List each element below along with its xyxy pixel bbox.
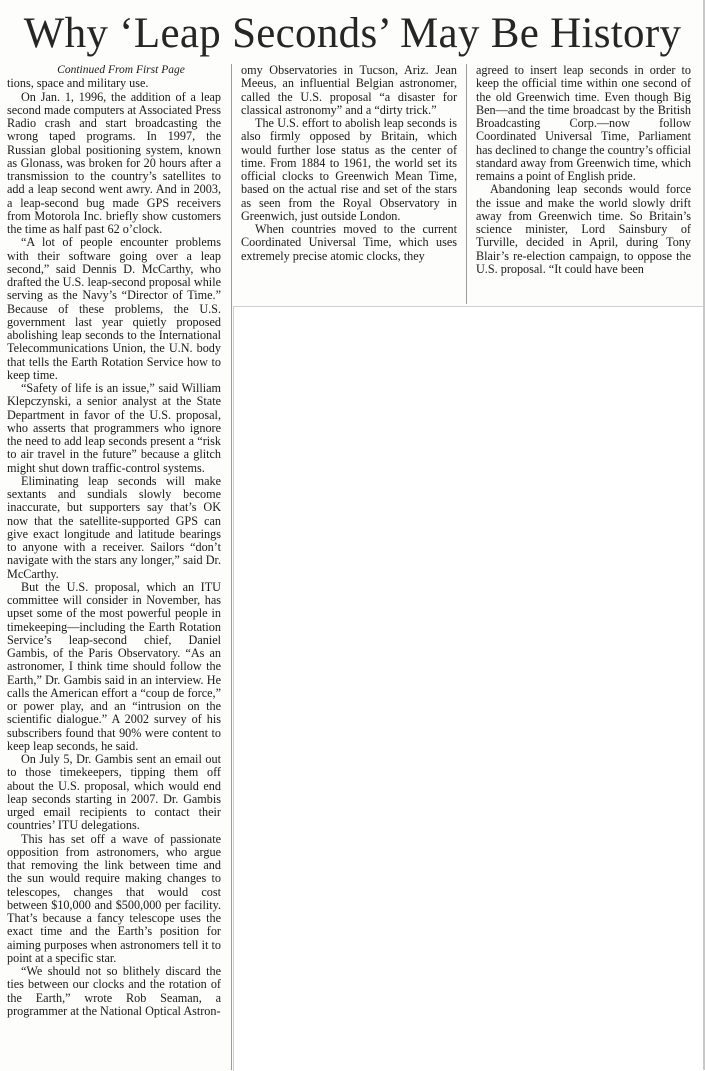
- paragraph: Abandoning leap seconds would force the issue and make the world slowly drift away from Greenwich time. So Britain’s science minister, Lord Sainsbury of Turville, decided in April, during Tony Blair’s re-election campaign, to oppose the U.S. proposal. “It could have been: [476, 182, 691, 276]
- paragraph: On July 5, Dr. Gambis sent an email out to those timekeepers, tipping them off about the U.S. proposal, which would end leap seconds starting in 2007. Dr. Gambis urged email recipients to contact their countries’ ITU delegations.: [7, 752, 221, 833]
- paragraph: “We should not so blithely discard the ties between our clocks and the rotation of the Earth,” wrote Rob Seaman, a programmer at the National Optical Astron-: [7, 964, 221, 1018]
- article-column-2: [241, 64, 457, 263]
- headline: Why ‘Leap Seconds’ May Be History: [23, 10, 682, 57]
- paragraph: The U.S. effort to abolish leap seconds is also firmly opposed by Britain, which would further lose status as the center of time. From 1884 to 1961, the world set its official clocks to Greenwich Mean Time, based on the actual rise and set of the stars as seen from the Royal Observatory in Greenwich, just outside London.: [241, 116, 457, 223]
- paragraph: “Safety of life is an issue,” said William Klepczynski, a senior analyst at the State Department in favor of the U.S. proposal, who asserts that programmers who ignore the need to add leap seconds present a “risk to air travel in the future” because a glitch might shut down traffic-control systems.: [7, 381, 221, 475]
- article-column-1: [7, 64, 221, 1018]
- paragraph: When countries moved to the current Coordinated Universal Time, which uses extremely precise atomic clocks, they: [241, 222, 457, 263]
- paragraph: tions, space and military use.: [7, 76, 149, 91]
- column-divider: [231, 64, 232, 1070]
- paragraph: omy Observatories in Tucson, Ariz. Jean Meeus, an influential Belgian astronomer, called the U.S. proposal “a disaster for classical astronomy” and a “dirty trick.”: [241, 63, 457, 117]
- column-divider: [466, 64, 467, 304]
- paragraph: But the U.S. proposal, which an ITU committee will consider in November, has upset some of the most powerful people in timekeeping—including the Earth Rotation Service’s leap-second chief, Daniel Gambis, of the Paris Observatory. “As an astronomer, I think time should follow the Earth,” Dr. Gambis said in an interview. He calls the American effort a “coup de force,” or power play, and an “intrusion on the scientific dialogue.” A 2002 survey of his subscribers found that 90% were content to keep leap seconds, he said.: [7, 579, 221, 753]
- paragraph: agreed to insert leap seconds in order to keep the official time within one second of the old Greenwich time. Even though Big Ben—and the time broadcast by the British Broadcasting Corp.—now follow Coordinated Universal Time, Parliament has declined to change the country’s official standard away from Greenwich time, which remains a point of English pride.: [476, 63, 692, 183]
- paragraph: Eliminating leap seconds will make sextants and sundials slowly become inaccurate, but supporters say that’s OK now that the satellite-supported GPS can give exact longitude and latitude bearings to anyone with a receiver. Sailors “don’t navigate with the stars any longer,” said Dr. McCarthy.: [7, 473, 221, 581]
- blank-image-area: [233, 306, 705, 1071]
- article-column-3: [476, 64, 691, 276]
- paragraph: On Jan. 1, 1996, the addition of a leap second made computers at Associated Press Radio crash and start broadcasting the wrong taped programs. In 1997, the Russian global positioning system, known as Glonass, was broken for 20 hours after a transmission to the country’s satellites to add a leap second went awry. And in 2003, a leap-second bug made GPS receivers from Motorola Inc. briefly show customers the time as half past 62 o’clock.: [7, 89, 221, 236]
- continued-note: Continued From First Page: [57, 64, 185, 76]
- paragraph: “A lot of people encounter problems with their software going over a leap second,” said Dennis D. McCarthy, who drafted the U.S. leap-second proposal while serving as the Navy’s “Director of Time.” Because of these problems, the U.S. government last year quietly proposed abolishing leap seconds to the International Telecommunications Union, the U.N. body that tells the Earth Rotation Service how to keep time.: [7, 235, 221, 382]
- paragraph: This has set off a wave of passionate opposition from astronomers, who argue that removing the link between time and the sun would require making changes to telescopes, changes that would cost between $10,000 and $500,000 per facility. That’s because a fancy telescope uses the exact time and the Earth’s position for aiming purposes when astronomers tell it to point at a specific star.: [7, 831, 221, 965]
